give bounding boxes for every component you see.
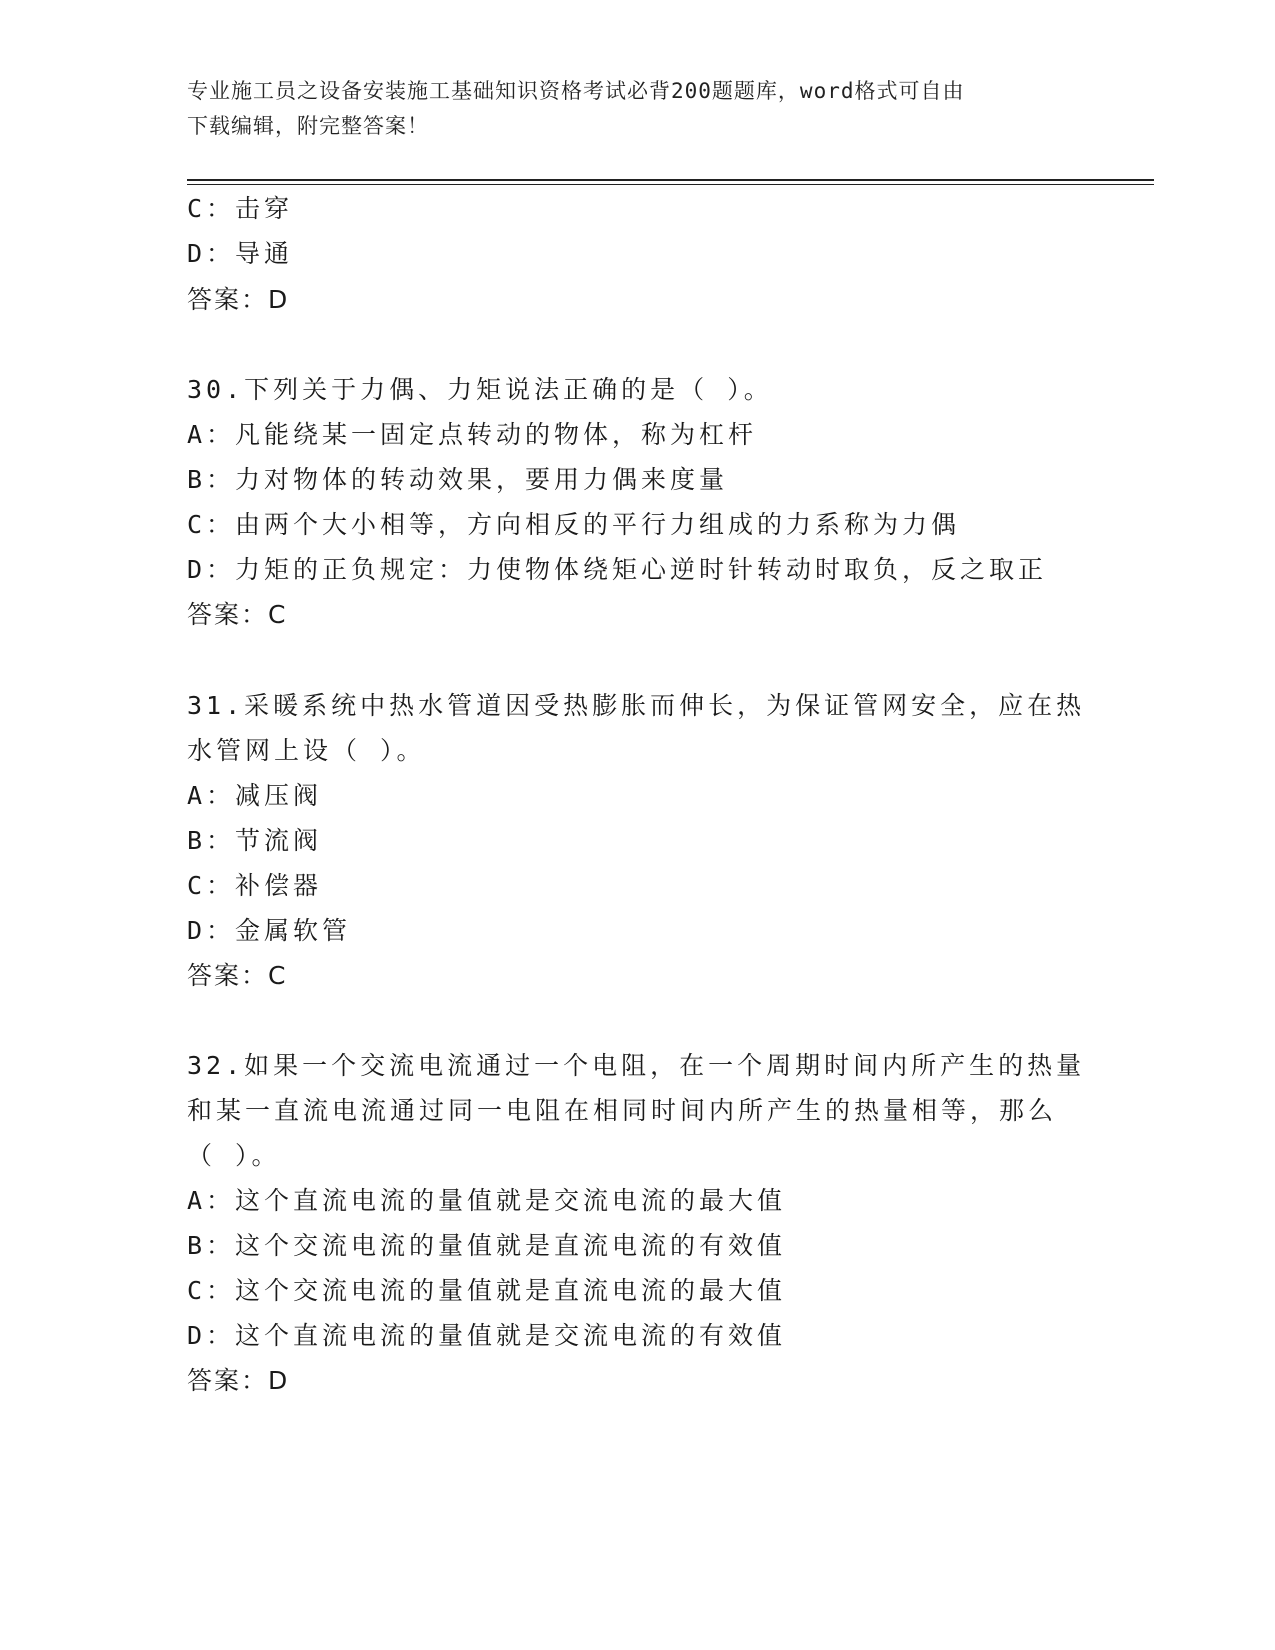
q30-option-c: C：由两个大小相等，方向相反的平行力组成的力系称为力偶	[187, 510, 961, 539]
header-divider-thin	[187, 184, 1154, 185]
q31-answer: 答案：C	[187, 961, 288, 990]
document-header	[187, 74, 1087, 144]
q32-answer: 答案：D	[187, 1366, 290, 1395]
q30-option-b: B：力对物体的转动效果，要用力偶来度量	[187, 465, 729, 494]
q30-answer: 答案：C	[187, 600, 288, 629]
q29-option-d: D：导通	[187, 239, 294, 268]
q32-option-c: C：这个交流电流的量值就是直流电流的最大值	[187, 1276, 787, 1305]
q32-option-d: D：这个直流电流的量值就是交流电流的有效值	[187, 1321, 787, 1350]
q32-option-b: B：这个交流电流的量值就是直流电流的有效值	[187, 1231, 787, 1260]
header-divider-thick	[187, 179, 1154, 181]
q30-stem: 30.下列关于力偶、力矩说法正确的是（ ）。	[187, 375, 773, 404]
q32-stem-line-1: 32.如果一个交流电流通过一个电阻，在一个周期时间内所产生的热量	[187, 1051, 1086, 1080]
q31-stem-line-1: 31.采暖系统中热水管道因受热膨胀而伸长，为保证管网安全，应在热	[187, 691, 1086, 720]
q31-option-c: C：补偿器	[187, 871, 323, 900]
q30-option-a: A：凡能绕某一固定点转动的物体，称为杠杆	[187, 420, 758, 449]
q31-stem-line-2: 水管网上设（ ）。	[187, 736, 426, 765]
q29-option-c: C：击穿	[187, 194, 294, 223]
q32-stem-line-3: （ ）。	[187, 1141, 281, 1170]
q31-option-d: D：金属软管	[187, 916, 352, 945]
q31-option-a: A：减压阀	[187, 781, 323, 810]
q31-option-b: B：节流阀	[187, 826, 323, 855]
header-line-1: 专业施工员之设备安装施工基础知识资格考试必背200题题库，word格式可自由	[187, 79, 965, 103]
q29-answer: 答案：D	[187, 285, 290, 314]
q32-stem-line-2: 和某一直流电流通过同一电阻在相同时间内所产生的热量相等，那么	[187, 1096, 1058, 1125]
header-line-2: 下载编辑，附完整答案！	[187, 114, 429, 138]
q30-option-d: D：力矩的正负规定：力使物体绕矩心逆时针转动时取负，反之取正	[187, 555, 1048, 584]
q32-option-a: A：这个直流电流的量值就是交流电流的最大值	[187, 1186, 787, 1215]
